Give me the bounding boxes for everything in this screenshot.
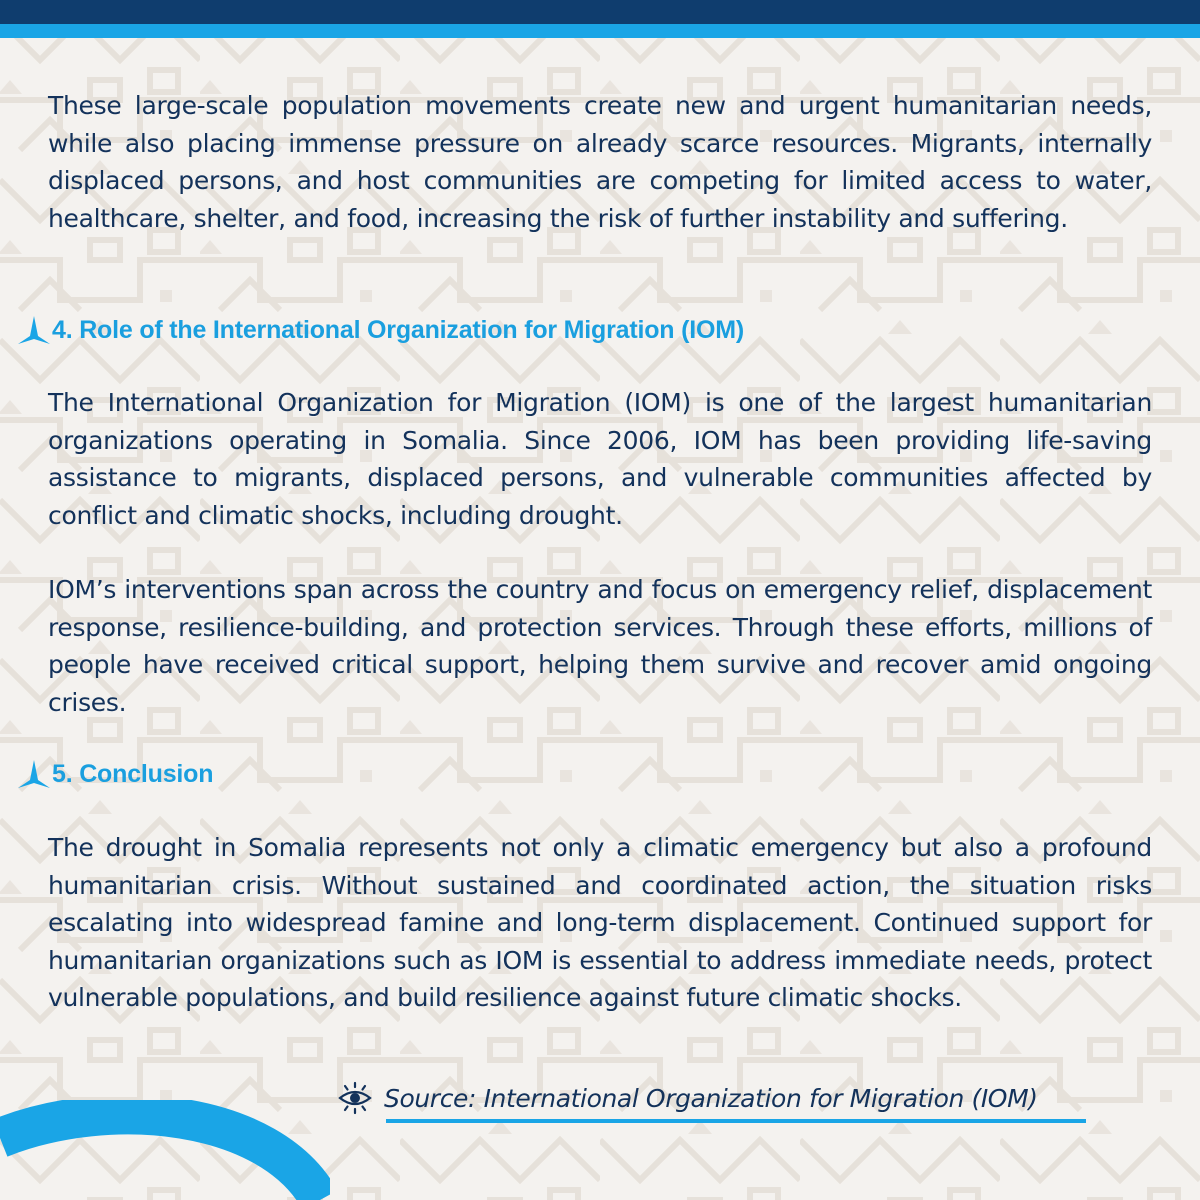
- source-text: Source: International Organization for Migration (IOM): [384, 1083, 1038, 1113]
- paragraph-conclusion: The drought in Somalia represents not only a climatic emergency but also a profound humanitarian crisis. Without sustained and coordinated action, the situation risks escalating into widespread famine and long-term displacement. Continued support for humanitarian organizations such as IOM is essential to address immediate needs, protect vulnerable populations, and build resilience against future climatic shocks.: [48, 833, 1152, 1012]
- section-heading-conclusion: [16, 754, 213, 794]
- section-heading-iom-role: [16, 310, 744, 350]
- section-heading-label: 4. Role of the International Organization for Migration (IOM): [52, 315, 744, 344]
- source-underline: [386, 1119, 1086, 1123]
- eye-icon: [338, 1081, 372, 1115]
- paragraph-iom-overview: The International Organization for Migration (IOM) is one of the largest humanitarian organizations operating in Somalia. Since 2006, IOM has been providing life-saving assistance to migrants, displaced persons, and vulnerable communities affected by conflict and climatic shocks, including drought.: [48, 388, 1152, 530]
- paragraph-population-movements: These large-scale population movements create new and urgent humanitarian needs, while also placing immense pressure on already scarce resources. Migrants, internally displaced persons, and host communities are competing for limited access to water, healthcare, shelter, and food, increasing the risk of further instability and suffering.: [48, 91, 1152, 233]
- arrow-bullet-icon: [16, 758, 50, 790]
- section-heading-label: 5. Conclusion: [52, 759, 214, 788]
- top-bar-dark: [0, 0, 1200, 24]
- decorative-swoosh: [0, 1100, 330, 1200]
- source-citation: [338, 1078, 1038, 1118]
- paragraph-iom-interventions: IOM’s interventions span across the country and focus on emergency relief, displacement response, resilience-building, and protection services. Through these efforts, millions of people have received critical support, helping them survive and recover amid ongoing crises.: [48, 575, 1152, 717]
- arrow-bullet-icon: [16, 314, 50, 346]
- top-bar-accent: [0, 24, 1200, 38]
